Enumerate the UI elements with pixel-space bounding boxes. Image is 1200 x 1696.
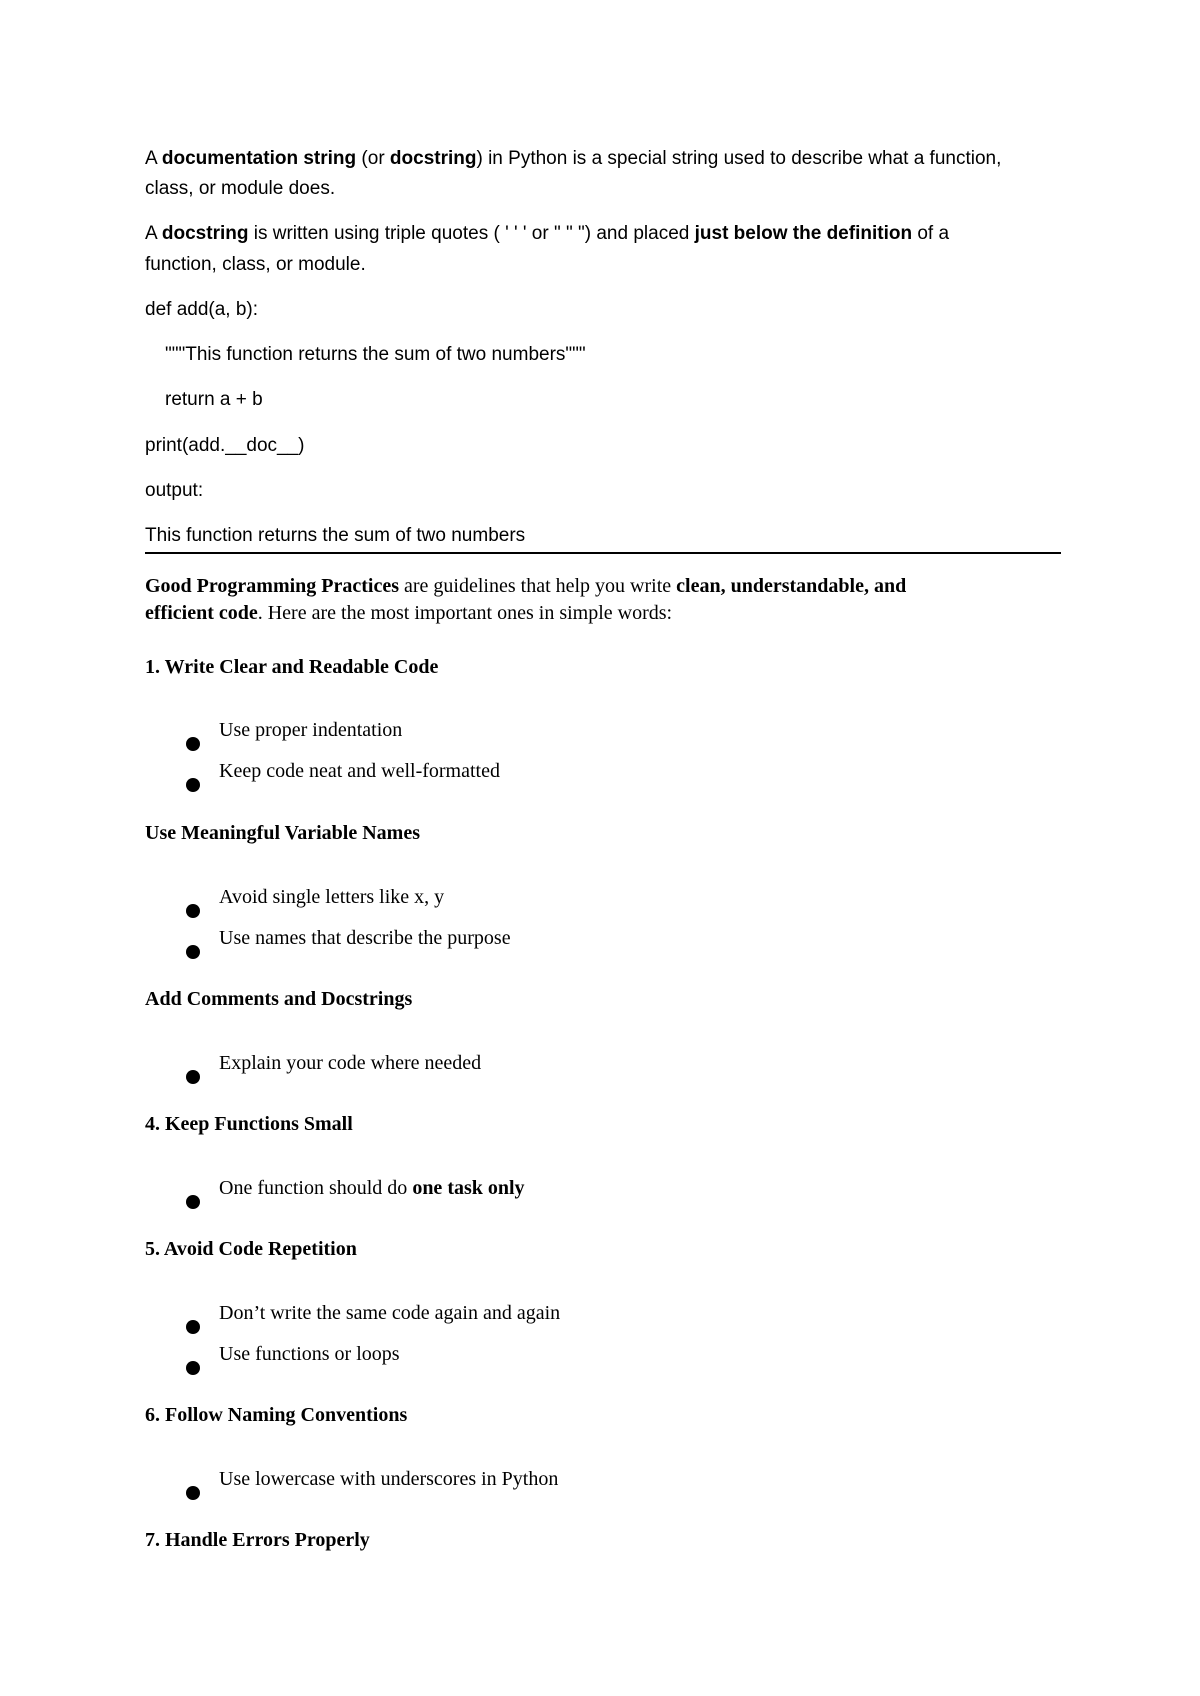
bullet-icon (186, 945, 200, 959)
list-item: Use names that describe the purpose (219, 927, 511, 949)
code-line-return: return a + b (165, 389, 263, 410)
term-documentation-string: documentation string (161, 148, 357, 169)
bullet-icon (186, 904, 200, 918)
section-heading: 6. Follow Naming Conventions (145, 1404, 408, 1426)
text-a: A (145, 148, 162, 169)
section-heading: 7. Handle Errors Properly (145, 1529, 370, 1551)
section-heading: 1. Write Clear and Readable Code (145, 656, 439, 678)
list-item: Don’t write the same code again and again (219, 1302, 561, 1324)
text-just-below-definition: just below the definition (694, 223, 913, 244)
text-good-programming-practices: Good Programming Practices (145, 575, 400, 597)
practices-intro-line1 (145, 575, 906, 598)
bullet-icon (186, 1361, 200, 1375)
section-heading: 4. Keep Functions Small (145, 1113, 353, 1135)
section-heading: Use Meaningful Variable Names (145, 822, 420, 844)
list-item: Use functions or loops (219, 1343, 400, 1365)
text-clean-understandable: clean, understandable, and (676, 575, 907, 597)
text-a: A (145, 223, 162, 244)
term-docstring: docstring (389, 148, 477, 169)
bullet-icon (186, 778, 200, 792)
bullet-icon (186, 1320, 200, 1334)
practices-intro-line2 (145, 602, 672, 625)
bullet-icon (186, 1486, 200, 1500)
code-line-print: print(add.__doc__) (145, 435, 305, 456)
docstring-definition-line2: class, or module does. (145, 178, 336, 199)
output-text: This function returns the sum of two numbers (145, 525, 526, 546)
bullet-icon (186, 737, 200, 751)
text-triple-quotes: is written using triple quotes ( ' ' ' or " " ") and placed (248, 223, 695, 244)
list-item: Keep code neat and well-formatted (219, 760, 500, 782)
text-of-a: of a (912, 223, 950, 244)
text-intro-end: . Here are the most important ones in simple words: (257, 602, 673, 624)
bullet-icon (186, 1070, 200, 1084)
code-line-docstring: """This function returns the sum of two numbers""" (165, 344, 586, 365)
list-item: Explain your code where needed (219, 1052, 482, 1074)
docstring-usage-line2: function, class, or module. (145, 254, 366, 275)
text-or: (or (356, 148, 390, 169)
horizontal-divider (145, 552, 1061, 554)
list-item: One function should do one task only (219, 1177, 525, 1199)
list-item: Use proper indentation (219, 719, 403, 741)
code-line-def: def add(a, b): (145, 299, 259, 320)
output-label: output: (145, 480, 204, 501)
docstring-definition-line1 (145, 148, 1001, 170)
docstring-usage-line1 (145, 223, 949, 245)
section-heading: Add Comments and Docstrings (145, 988, 413, 1010)
list-item: Use lowercase with underscores in Python (219, 1468, 559, 1490)
section-heading: 5. Avoid Code Repetition (145, 1238, 357, 1260)
text-intro-mid: are guidelines that help you write (399, 575, 677, 597)
list-item: Avoid single letters like x, y (219, 886, 445, 908)
text-definition-rest: ) in Python is a special string used to describe what a function, (476, 148, 1002, 169)
term-docstring: docstring (161, 223, 249, 244)
text-efficient-code: efficient code (145, 602, 258, 624)
bullet-icon (186, 1195, 200, 1209)
